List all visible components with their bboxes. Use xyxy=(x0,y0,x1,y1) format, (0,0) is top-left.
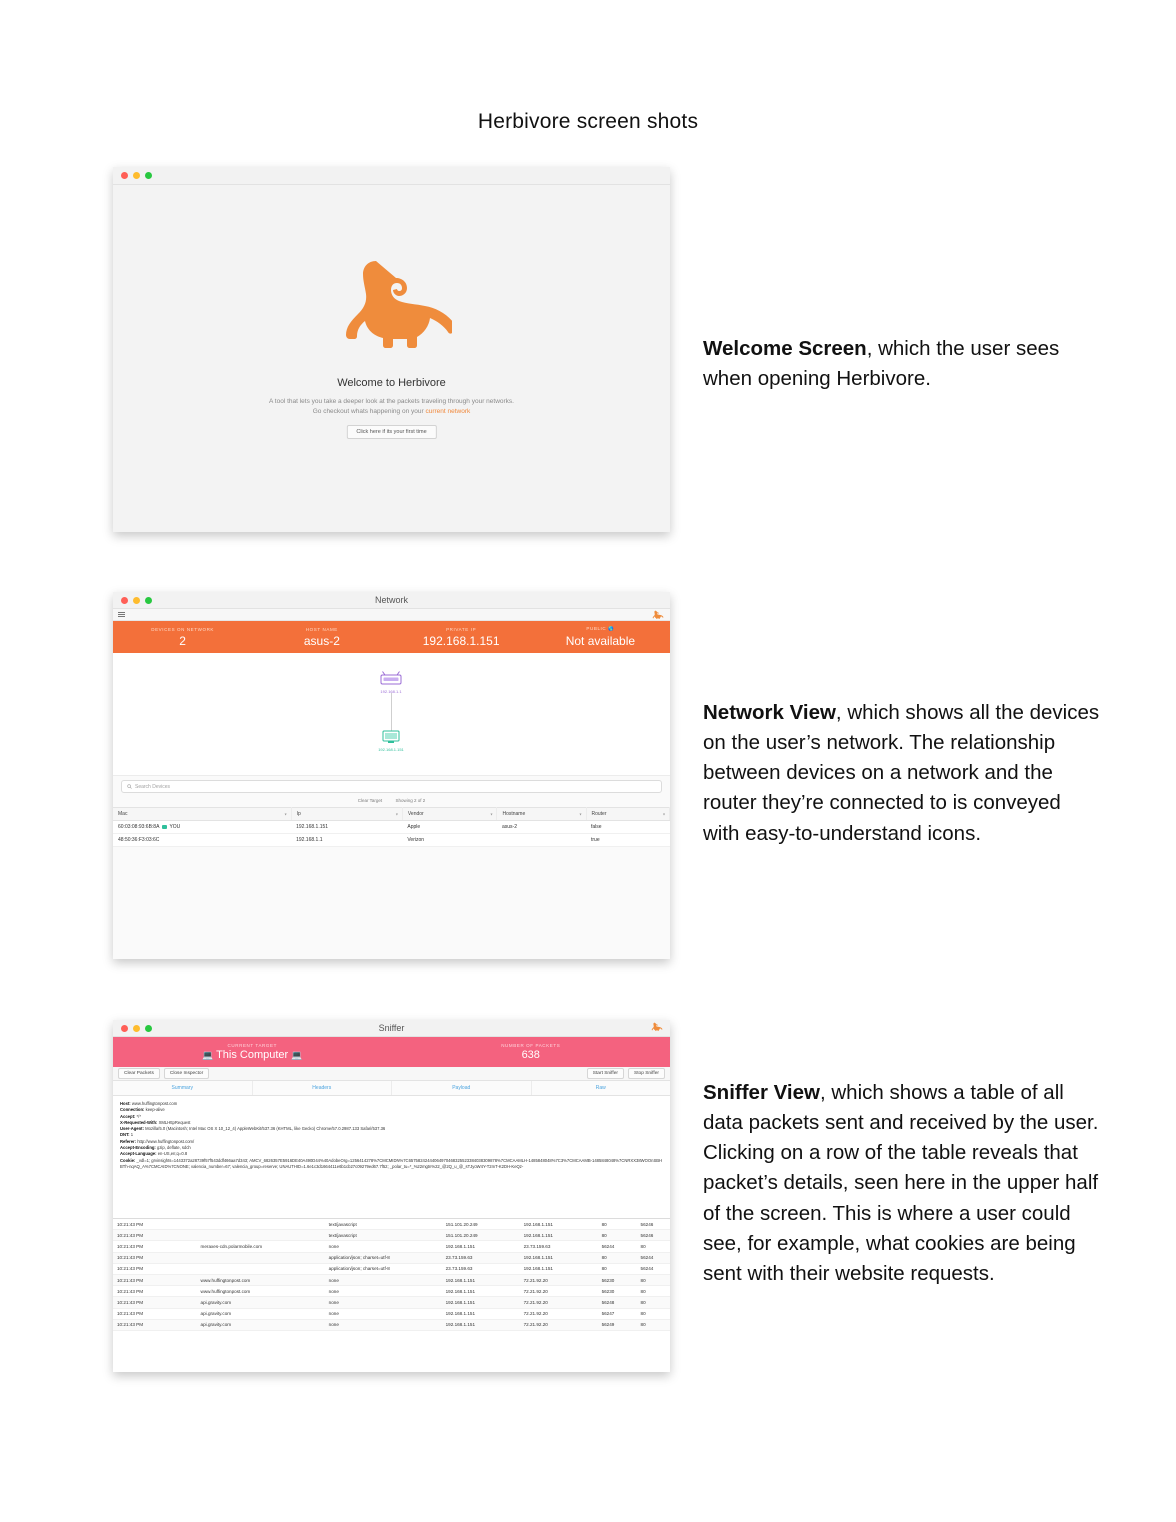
stat-private-ip xyxy=(392,621,531,653)
herbivore-logo xyxy=(113,243,670,368)
cell-dst-port: 80 xyxy=(637,1308,670,1319)
computer-icon: 💻 xyxy=(202,1050,214,1060)
stat-value: asus-2 xyxy=(303,633,340,648)
start-sniffer-button[interactable]: Start Sniffer xyxy=(587,1068,624,1079)
annotation-title: Welcome Screen xyxy=(703,337,867,360)
network-toolbar xyxy=(113,609,670,621)
cell-source: 192.168.1.151 xyxy=(442,1308,520,1319)
close-inspector-button[interactable]: Close Inspector xyxy=(164,1068,209,1079)
stat-label: PRIVATE IP xyxy=(446,626,477,632)
clear-target-button[interactable]: Clear Target xyxy=(357,798,383,803)
welcome-screen-window xyxy=(113,167,670,532)
cell-time: 10:21:43 PM xyxy=(113,1286,197,1297)
stat-current-target xyxy=(113,1037,392,1067)
page-title: Herbivore screen shots xyxy=(477,110,699,133)
cell-dst-port: 56246 xyxy=(637,1219,670,1230)
stat-value: 192.168.1.151 xyxy=(422,633,500,648)
table-row[interactable] xyxy=(113,1219,670,1230)
cell-source: 151.101.20.249 xyxy=(442,1219,520,1230)
herbivore-mini-icon xyxy=(651,610,665,619)
network-topology-map[interactable] xyxy=(113,653,670,776)
cell-time: 10:21:43 PM xyxy=(113,1297,197,1308)
current-network-link[interactable]: current network xyxy=(425,408,471,416)
annotation-title: Network View xyxy=(703,701,836,724)
annotation-body: , which shows all the devices on the user’s network. The relationship between devices on a network and the router they’re connected to is conveyed with easy-to-understand icons. xyxy=(703,701,1100,845)
detail-line: Referer: http://www.huffingtonpost.com/ xyxy=(120,1138,195,1144)
cell-src-port: 80 xyxy=(598,1230,637,1241)
cell-host xyxy=(197,1230,325,1241)
cell-router: true xyxy=(586,834,670,847)
clear-packets-button[interactable]: Clear Packets xyxy=(118,1068,160,1079)
cell-src-port: 56248 xyxy=(598,1297,637,1308)
network-stats-bar xyxy=(113,621,670,653)
column-header-router[interactable]: Router ▾ xyxy=(586,808,670,821)
cell-src-port: 56244 xyxy=(598,1241,637,1252)
chevron-down-icon: ▾ xyxy=(490,811,493,817)
network-titlebar xyxy=(113,592,670,609)
table-row[interactable] xyxy=(113,1230,670,1241)
sniffer-titlebar xyxy=(113,1020,670,1037)
cell-time: 10:21:43 PM xyxy=(113,1219,197,1230)
cell-src-port: 56247 xyxy=(598,1308,637,1319)
cell-host: meraxes-cdn.polarmobile.com xyxy=(197,1241,325,1252)
menu-icon[interactable] xyxy=(118,612,125,617)
router-node[interactable] xyxy=(368,671,414,694)
cell-host: api.gravity.com xyxy=(197,1308,325,1319)
stat-value: 638 xyxy=(521,1049,540,1061)
search-devices-box[interactable] xyxy=(121,780,662,793)
stat-value: Not available xyxy=(565,634,636,648)
cell-content-type: none xyxy=(325,1319,442,1330)
stat-value-wrap xyxy=(113,1049,392,1061)
cell-source: 192.168.1.151 xyxy=(442,1274,520,1285)
cell-destination: 23.73.159.63 xyxy=(520,1241,598,1252)
cell-host: api.gravity.com xyxy=(197,1319,325,1330)
stat-label: HOST NAME xyxy=(305,626,338,632)
cell-time: 10:21:43 PM xyxy=(113,1308,197,1319)
cell-dst-port: 80 xyxy=(637,1274,670,1285)
table-row[interactable] xyxy=(113,834,670,847)
computer-icon xyxy=(381,729,401,745)
cell-content-type: none xyxy=(325,1241,442,1252)
cell-vendor: Apple xyxy=(402,821,497,834)
detail-line: Host: www.huffingtonpost.com xyxy=(120,1101,178,1106)
stat-number-of-packets xyxy=(392,1037,671,1067)
tab-raw[interactable]: Raw xyxy=(595,1085,606,1091)
cell-source: 192.168.1.151 xyxy=(442,1241,520,1252)
chevron-down-icon: ▾ xyxy=(579,811,582,817)
cell-ip: 192.168.1.1 xyxy=(291,834,402,847)
cell-dst-port: 56244 xyxy=(637,1252,670,1263)
router-icon xyxy=(380,671,402,687)
cell-source: 151.101.20.249 xyxy=(442,1230,520,1241)
annotation-title: Sniffer View xyxy=(703,1081,820,1104)
maximize-icon[interactable] xyxy=(145,172,152,179)
sniffer-view-window xyxy=(113,1020,670,1372)
cell-time: 10:21:43 PM xyxy=(113,1230,197,1241)
cell-src-port: 80 xyxy=(598,1263,637,1274)
network-window-title: Network xyxy=(374,595,408,605)
column-header-mac[interactable]: Mac ▾ xyxy=(113,808,291,821)
cell-time: 10:21:43 PM xyxy=(113,1263,197,1274)
tab-headers[interactable]: Headers xyxy=(253,1081,393,1095)
devices-table-header-row xyxy=(113,808,670,821)
cell-src-port: 80 xyxy=(598,1252,637,1263)
cell-content-type: none xyxy=(325,1274,442,1285)
cell-content-type: none xyxy=(325,1308,442,1319)
cell-src-port: 56230 xyxy=(598,1286,637,1297)
stat-label: DEVICES ON NETWORK xyxy=(151,626,215,632)
cell-time: 10:21:43 PM xyxy=(113,1241,197,1252)
table-row[interactable] xyxy=(113,821,670,834)
cell-dst-port: 56244 xyxy=(637,1263,670,1274)
tab-summary[interactable]: Summary xyxy=(113,1081,253,1095)
stat-value: This Computer xyxy=(216,1049,289,1061)
brontosaurus-icon xyxy=(332,243,452,363)
table-row[interactable] xyxy=(113,1263,670,1274)
chevron-down-icon: ▾ xyxy=(395,811,398,817)
cell-destination: 72.21.92.20 xyxy=(520,1274,598,1285)
cell-destination: 72.21.92.20 xyxy=(520,1286,598,1297)
computer-icon: 💻 xyxy=(291,1050,303,1060)
annotation-body: , which shows a table of all data packets sent and received by the user. Clicking on a row of the table reveals that packet’s details, seen here in the upper half of the screen. This is where a user could see, for example, what cookies are being sent with their website requests. xyxy=(703,1081,1099,1285)
stat-devices-on-network xyxy=(113,621,252,653)
search-input-placeholder[interactable]: Search Devices xyxy=(135,783,171,790)
you-indicator-icon xyxy=(162,825,167,829)
cell-content-type: none xyxy=(325,1286,442,1297)
column-header-vendor[interactable]: Vendor ▾ xyxy=(402,808,497,821)
table-row[interactable] xyxy=(113,1297,670,1308)
detail-line: Connection: keep-alive xyxy=(120,1107,165,1113)
stop-sniffer-button[interactable]: Stop Sniffer xyxy=(628,1068,665,1079)
table-row[interactable] xyxy=(113,1319,670,1330)
cell-host: api.gravity.com xyxy=(197,1297,325,1308)
search-icon xyxy=(127,784,132,789)
sniffer-stats-bar xyxy=(113,1037,670,1067)
chevron-down-icon: ▾ xyxy=(284,811,287,817)
cell-dst-port: 80 xyxy=(637,1241,670,1252)
detail-line: DNT: 1 xyxy=(120,1132,134,1138)
welcome-titlebar xyxy=(113,167,670,185)
cell-mac: 48:50:36:F3:03:6C xyxy=(113,834,291,847)
cell-source: 23.73.159.63 xyxy=(442,1252,520,1263)
cell-src-port: 56249 xyxy=(598,1319,637,1330)
cell-dst-port: 80 xyxy=(637,1286,670,1297)
cell-destination: 72.21.92.20 xyxy=(520,1319,598,1330)
welcome-subtitle-line2 xyxy=(113,407,670,417)
cell-ip: 192.168.1.151 xyxy=(291,821,402,834)
stat-label: CURRENT TARGET xyxy=(227,1043,277,1048)
cell-destination: 192.168.1.151 xyxy=(520,1230,598,1241)
cell-destination: 192.168.1.151 xyxy=(520,1252,598,1263)
cell-vendor: Verizon xyxy=(402,834,497,847)
table-row[interactable] xyxy=(113,1274,670,1285)
detail-line: Cookie: _vdl=1; grvinsights=1443372a28739f57f543ddf466aa7d343; AMCV_6826357E5916DE40A490D44%40AdobeOrg=1256414278%7CMCMIDN%7C65758242444064970468325523384038309878%7CMCAAMLH-1485848048%7C3%7CMCAAMB-1485848048%7CNRXX38WOOnSBHBTh-nqAQ_A%7CMCAID%7CNONE; valencia_number=67; valencia_group=reserve; UNAUTHID=1.6e1c3d1664411e6b1cb27c09279ed67.7f52; _polar_tu=*_%22mgtn%22_@2Q_u_@_sTJyoW4Y-T2mT-K2DH-KeQz- xyxy=(120,1157,663,1169)
cell-hostname: asus-2 xyxy=(497,821,586,834)
detail-line: User-Agent: Mozilla/5.0 (Macintosh; Intel Mac OS X 10_12_4) AppleWebKit/537.36 (KHTML, like Gecko) Chrome/57.0.2987.133 Safari/537.36 xyxy=(120,1126,386,1132)
cell-host xyxy=(197,1252,325,1263)
welcome-heading: Welcome to Herbivore xyxy=(337,377,446,389)
cell-content-type: text/javascript xyxy=(325,1219,442,1230)
cell-host: www.huffingtonpost.com xyxy=(197,1286,325,1297)
cell-host xyxy=(197,1219,325,1230)
cell-destination: 72.21.92.20 xyxy=(520,1308,598,1319)
stat-host-name xyxy=(252,621,391,653)
packets-table xyxy=(113,1219,670,1331)
detail-line: Accept-Encoding: gzip, deflate, sdch xyxy=(120,1145,191,1151)
cell-time: 10:21:43 PM xyxy=(113,1319,197,1330)
network-view-window xyxy=(113,592,670,959)
annotation-body: , which the user sees when opening Herbivore. xyxy=(703,337,1060,391)
stat-public-ip xyxy=(531,621,670,653)
cell-content-type: none xyxy=(325,1297,442,1308)
table-row[interactable] xyxy=(113,1308,670,1319)
stat-value: 2 xyxy=(179,633,186,648)
table-meta-row xyxy=(113,795,670,807)
table-row[interactable] xyxy=(113,1286,670,1297)
first-time-button[interactable]: Click here if its your first time xyxy=(346,425,436,439)
cell-content-type: text/javascript xyxy=(325,1230,442,1241)
annotation-sniffer-view xyxy=(703,1078,1101,1289)
minimize-icon[interactable] xyxy=(133,172,140,179)
cell-destination: 192.168.1.151 xyxy=(520,1219,598,1230)
window-traffic-lights[interactable] xyxy=(121,172,152,179)
welcome-subtitle xyxy=(113,397,670,417)
cell-router: false xyxy=(586,821,670,834)
detail-line: Accept: */* xyxy=(120,1113,141,1119)
showing-count-label: Showing 2 of 2 xyxy=(395,798,426,803)
cell-source: 23.73.159.63 xyxy=(442,1263,520,1274)
devices-table xyxy=(113,807,670,847)
table-row[interactable] xyxy=(113,1252,670,1263)
cell-destination: 192.168.1.151 xyxy=(520,1263,598,1274)
detail-line: Accept-Language: en-US,en;q=0.8 xyxy=(120,1151,188,1157)
cell-src-port: 80 xyxy=(598,1219,637,1230)
cell-mac: 60:03:08:93:6B:8A YOU xyxy=(113,821,291,834)
column-header-ip[interactable]: Ip ▾ xyxy=(291,808,402,821)
annotation-welcome-screen xyxy=(703,334,1101,394)
router-ip-label: 192.168.1.1 xyxy=(380,689,402,694)
cell-hostname xyxy=(497,834,586,847)
cell-dst-port: 80 xyxy=(637,1319,670,1330)
table-row[interactable] xyxy=(113,1241,670,1252)
sniffer-window-title: Sniffer xyxy=(378,1023,405,1033)
cell-time: 10:21:43 PM xyxy=(113,1252,197,1263)
cell-time: 10:21:43 PM xyxy=(113,1274,197,1285)
detail-line: X-Requested-With: XMLHttpRequest xyxy=(120,1119,191,1125)
welcome-subtitle-line2-text: Go checkout whats happening on your xyxy=(312,408,426,416)
stat-label: PUBLIC xyxy=(586,626,607,631)
column-header-hostname[interactable]: Hostname ▾ xyxy=(497,808,586,821)
cell-content-type: application/json; charset=utf-8 xyxy=(325,1263,442,1274)
cell-destination: 72.21.92.20 xyxy=(520,1297,598,1308)
herbivore-mini-icon xyxy=(650,1022,664,1031)
welcome-body xyxy=(113,185,670,532)
globe-icon: 🌎 xyxy=(608,626,615,631)
cell-dst-port: 80 xyxy=(637,1297,670,1308)
packet-detail-pane xyxy=(113,1096,670,1219)
cell-source: 192.168.1.151 xyxy=(442,1319,520,1330)
device-ip-label: 192.168.1.151 xyxy=(378,747,404,752)
device-search-row xyxy=(113,776,670,795)
inspector-tabs xyxy=(113,1081,670,1096)
device-node[interactable] xyxy=(368,729,414,752)
cell-source: 192.168.1.151 xyxy=(442,1286,520,1297)
cell-source: 192.168.1.151 xyxy=(442,1297,520,1308)
cell-dst-port: 56246 xyxy=(637,1230,670,1241)
stat-label: NUMBER OF PACKETS xyxy=(501,1043,561,1048)
cell-host xyxy=(197,1263,325,1274)
close-icon[interactable] xyxy=(121,172,128,179)
sniffer-button-row xyxy=(113,1067,670,1081)
cell-host: www.huffingtonpost.com xyxy=(197,1274,325,1285)
annotation-network-view xyxy=(703,698,1101,849)
cell-content-type: application/json; charset=utf-8 xyxy=(325,1252,442,1263)
welcome-subtitle-line1: A tool that lets you take a deeper look at the packets traveling through your networks. xyxy=(269,398,514,405)
cell-src-port: 56230 xyxy=(598,1274,637,1285)
tab-payload[interactable]: Payload xyxy=(392,1081,532,1095)
chevron-down-icon: ▾ xyxy=(662,811,665,817)
